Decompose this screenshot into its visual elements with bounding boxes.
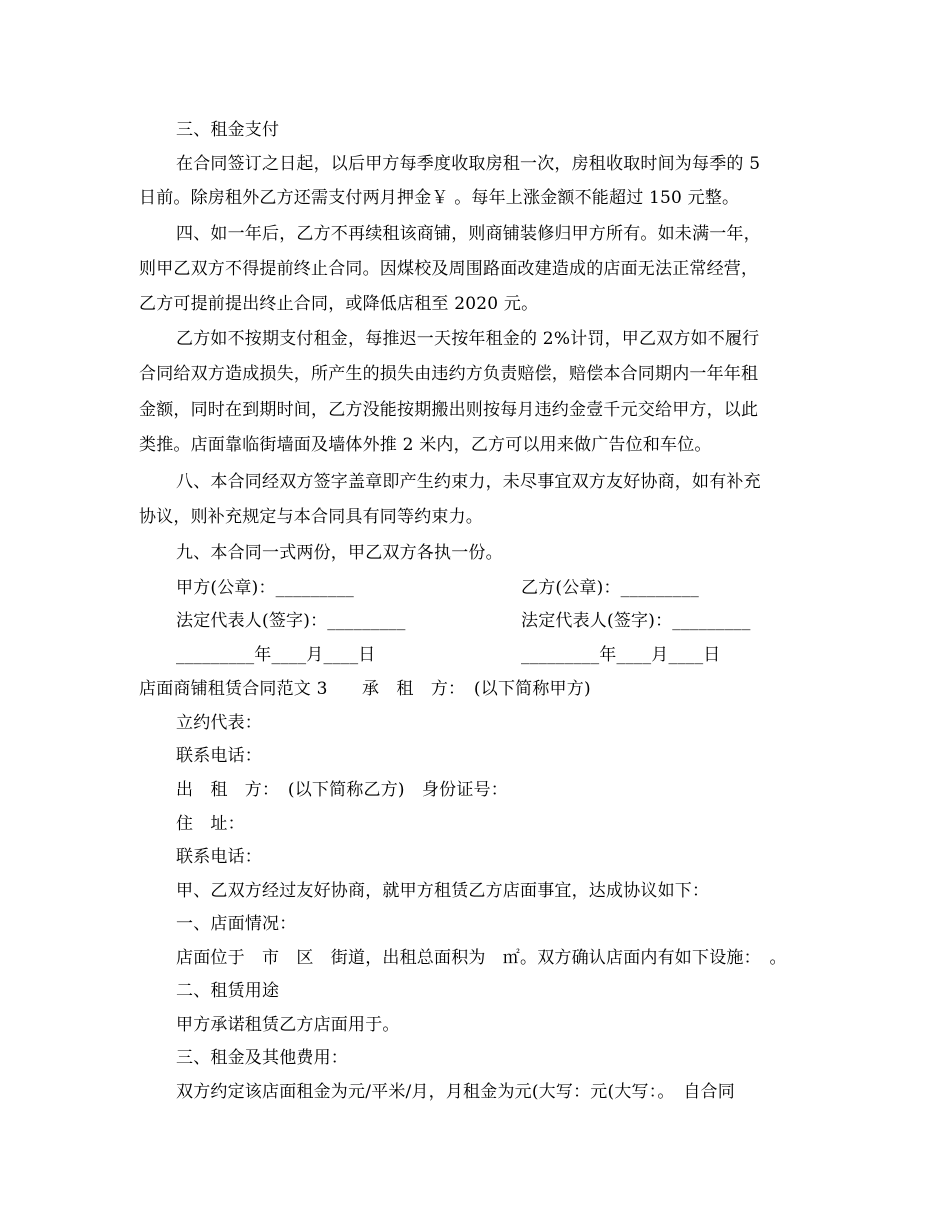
form-line: 联系电话： [176, 746, 262, 766]
signature-rep-a: 法定代表人(签字)：_________ [176, 611, 406, 631]
paragraph-line: 甲、乙双方经过友好协商，就甲方租赁乙方店面事宜，达成协议如下： [176, 881, 710, 901]
section-heading: 三、租金及其他费用： [176, 1048, 348, 1068]
paragraph-line: 八、本合同经双方签字盖章即产生约束力，未尽事宜双方友好协商，如有补充 [176, 472, 761, 492]
section-heading: 三、租金支付 [176, 120, 280, 140]
paragraph-line: 四、如一年后，乙方不再续租该商铺，则商铺装修归甲方所有。如未满一年， [176, 224, 761, 244]
paragraph-line: 双方约定该店面租金为元/平米/月，月租金为元(大写：元(大写：。 自合同 [176, 1082, 735, 1102]
signature-date-a: _________年____月____日 [176, 645, 376, 665]
form-line: 联系电话： [176, 847, 262, 867]
section-heading: 一、店面情况： [176, 914, 297, 934]
paragraph-line: 九、本合同一式两份，甲乙双方各执一份。 [176, 543, 503, 563]
paragraph-line: 乙方可提前提出终止合同，或降低店租至 2020 元。 [139, 294, 539, 314]
paragraph-line: 合同给双方造成损失，所产生的损失由违约方负责赔偿，赔偿本合同期内一年年租 [139, 364, 759, 384]
signature-date-b: _________年____月____日 [521, 645, 721, 665]
paragraph-line: 金额，同时在到期时间，乙方没能按期搬出则按每月违约金壹千元交给甲方，以此 [139, 400, 759, 420]
paragraph-line: 协议，则补充规定与本合同具有同等约束力。 [139, 507, 483, 527]
section-heading: 二、租赁用途 [176, 981, 280, 1001]
paragraph-line: 在合同签订之日起，以后甲方每季度收取房租一次，房租收取时间为每季的 5 [176, 154, 761, 174]
form-line: 立约代表： [176, 713, 262, 733]
signature-party-a: 甲方(公章)：_________ [176, 578, 354, 598]
document-title: 店面商铺租赁合同范文 3 承 租 方： (以下简称甲方) [139, 679, 591, 699]
form-line: 出 租 方： (以下简称乙方) 身份证号： [176, 780, 508, 800]
form-line: 住 址： [176, 814, 245, 834]
paragraph-line: 甲方承诺租赁乙方店面用于。 [176, 1015, 400, 1035]
signature-party-b: 乙方(公章)：_________ [521, 578, 699, 598]
paragraph-line: 日前。除房租外乙方还需支付两月押金￥ 。每年上涨金额不能超过 150 元整。 [139, 188, 740, 208]
paragraph-line: 则甲乙双方不得提前终止合同。因煤校及周围路面改建造成的店面无法正常经营， [139, 259, 759, 279]
paragraph-line: 乙方如不按期支付租金，每推迟一天按年租金的 2%计罚，甲乙双方如不履行 [176, 329, 760, 349]
signature-rep-b: 法定代表人(签字)：_________ [521, 611, 751, 631]
paragraph-line: 类推。店面靠临街墙面及墙体外推 2 米内，乙方可以用来做广告位和车位。 [139, 435, 712, 455]
paragraph-line: 店面位于 市 区 街道，出租总面积为 ㎡。双方确认店面内有如下设施： 。 [176, 948, 787, 968]
